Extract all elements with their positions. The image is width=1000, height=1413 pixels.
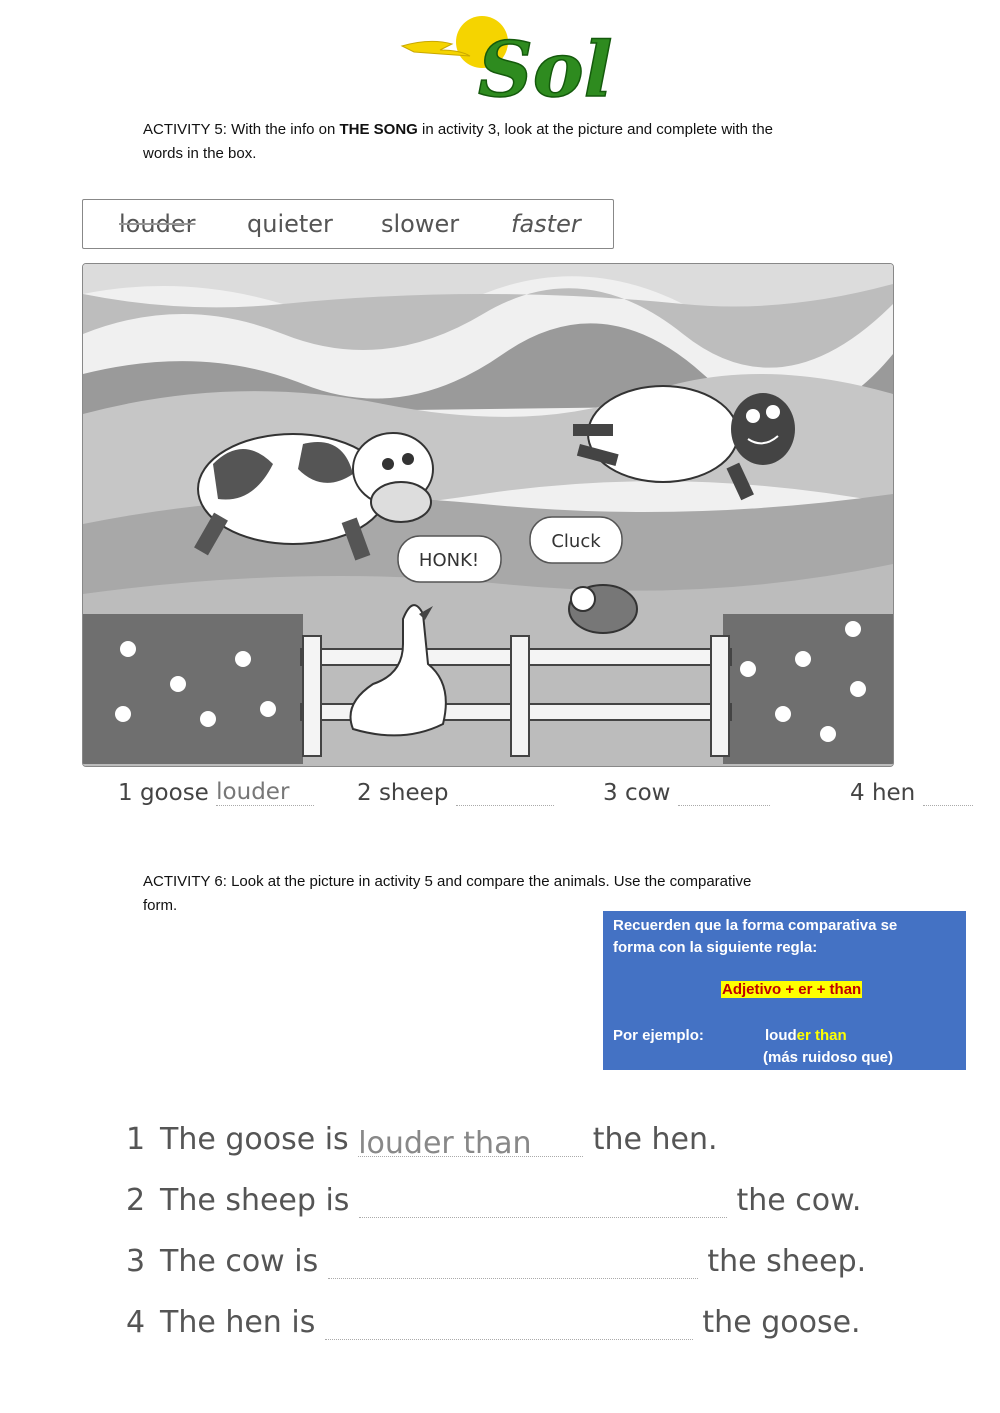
word-box (82, 199, 614, 249)
svg-text:HONK!: HONK! (418, 550, 480, 571)
sol-logo (400, 8, 620, 108)
sentence-1-answer[interactable]: louder than (358, 1126, 532, 1161)
farm-illustration (82, 263, 894, 767)
word-quieter: quieter (247, 210, 333, 238)
sentence-2-answer[interactable] (359, 1187, 727, 1218)
activity5-item-1: 1 goose louder (118, 779, 314, 806)
sentence-4-answer[interactable] (325, 1309, 693, 1340)
word-slower: slower (381, 210, 460, 238)
hedge-left (83, 614, 303, 764)
activity5-heading: ACTIVITY 5: (143, 121, 227, 138)
answer-hen[interactable] (923, 779, 973, 806)
word-faster: faster (511, 210, 581, 238)
word-louder: louder (119, 210, 196, 238)
activity5-item-3: 3 cow (603, 779, 770, 806)
activity6-instructions: ACTIVITY 6: Look at the picture in activity 5 and compare the animals. Use the comparative form. (143, 873, 752, 914)
the-song-emphasis: THE SONG (339, 121, 418, 138)
activity5-instructions: ACTIVITY 5: With the info on THE SONG in activity 3, look at the picture and complete with the words in the box. (143, 121, 774, 162)
example-word: louder than (765, 1027, 847, 1044)
answer-goose[interactable]: louder (216, 779, 290, 805)
grammar-info-box: Recuerden que la forma comparativa se forma con la siguiente regla: Adjetivo + er + than Por ejemplo: louder than (más ruidoso que) (603, 911, 966, 1070)
hedge-right (723, 614, 893, 764)
activity5-item-2: 2 sheep (357, 779, 554, 806)
activity5-item-4: 4 hen (850, 779, 973, 806)
hen-figure (569, 585, 637, 633)
sentence-3: 3 The cow is the sheep. (126, 1244, 867, 1279)
sentence-1: 1 The goose is louder than the hen. (126, 1122, 718, 1161)
sentence-4: 4 The hen is the goose. (126, 1305, 861, 1340)
example-label: Por ejemplo: (613, 1027, 704, 1044)
answer-cow[interactable] (678, 779, 770, 806)
comparative-rule: Adjetivo + er + than (722, 981, 862, 998)
sentence-3-answer[interactable] (328, 1248, 698, 1279)
sentence-2: 2 The sheep is the cow. (126, 1183, 862, 1218)
logo-text: Sol (478, 25, 613, 108)
svg-text:Cluck: Cluck (551, 531, 601, 552)
speech-bubble-cluck (530, 517, 622, 563)
example-translation: (más ruidoso que) (763, 1049, 894, 1066)
answer-sheep[interactable] (456, 779, 554, 806)
speech-bubble-honk (398, 536, 501, 582)
